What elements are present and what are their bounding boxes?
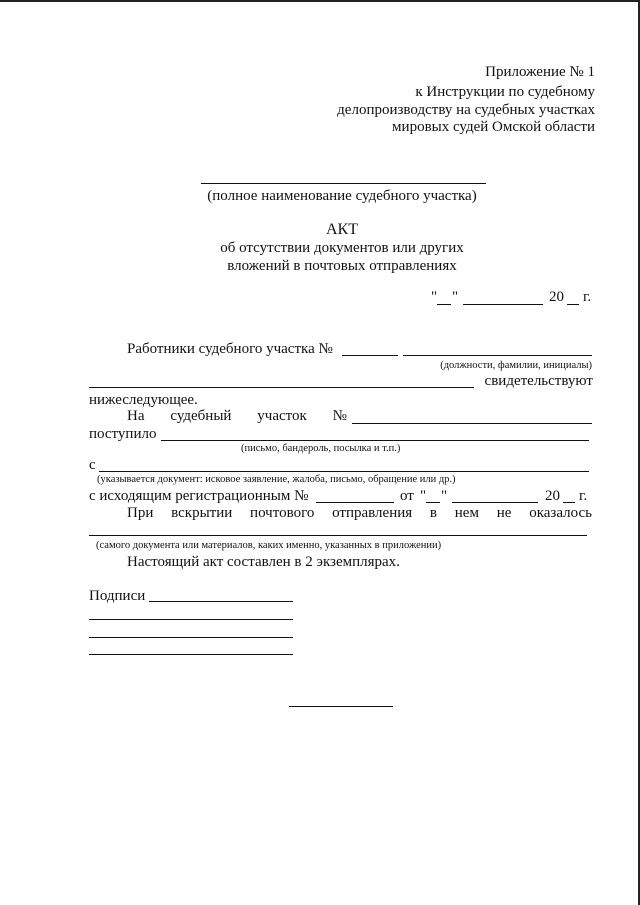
arrived-word: № <box>332 408 347 424</box>
date-quote-close: " <box>452 289 459 305</box>
act-subtitle-2: вложений в почтовых отправлениях <box>227 258 457 274</box>
workers-names-line <box>403 355 592 356</box>
contents-caption: (самого документа или материалов, каких именно, указанных в приложении) <box>96 540 442 551</box>
opening-words <box>127 505 592 522</box>
signature-line-3 <box>89 637 293 638</box>
court-name-line <box>201 183 486 184</box>
appendix-number: Приложение № 1 <box>485 64 595 80</box>
contents-line <box>89 535 587 536</box>
outgoing-number-line <box>316 502 394 503</box>
date-year-prefix: 20 <box>549 289 564 305</box>
page-border-top <box>0 0 640 2</box>
from-caption: (указывается документ: исковое заявление, жалоба, письмо, обращение или др.) <box>97 474 456 485</box>
court-name-caption: (полное наименование судебного участка) <box>207 188 477 204</box>
arrived-words <box>127 408 347 425</box>
arrived-word: На <box>127 408 145 424</box>
outgoing-from: от <box>400 488 414 504</box>
arrived-cont: поступило <box>89 426 157 442</box>
appendix-court: мировых судей Омской области <box>392 119 595 135</box>
witness-text: свидетельствуют <box>484 373 593 389</box>
outgoing-year-prefix: 20 <box>545 488 560 504</box>
workers-text: Работники судебного участка № <box>127 341 333 357</box>
outgoing-quote-open: " <box>420 488 427 504</box>
signature-line-1 <box>149 601 293 602</box>
signature-line-2 <box>89 619 293 620</box>
signature-line-4 <box>89 654 293 655</box>
outgoing-quote-close: " <box>441 488 448 504</box>
appendix-instruction: к Инструкции по судебному <box>415 84 595 100</box>
act-subtitle-1: об отсутствии документов или других <box>220 240 464 256</box>
date-year-line <box>567 304 579 305</box>
outgoing-text: с исходящим регистрационным № <box>89 488 309 504</box>
opening-word: вскрытии <box>171 505 233 521</box>
workers-names-line-2 <box>89 387 474 388</box>
opening-word: нем <box>454 505 479 521</box>
opening-word: не <box>496 505 512 521</box>
following-text: нижеследующее. <box>89 392 198 408</box>
opening-word: оказалось <box>529 505 592 521</box>
arrived-word: судебный <box>170 408 232 424</box>
workers-caption: (должности, фамилии, инициалы) <box>440 360 592 371</box>
from-text: с <box>89 457 96 473</box>
arrived-line <box>352 423 592 424</box>
act-title: АКТ <box>326 221 358 238</box>
workers-number-line <box>342 355 398 356</box>
date-day-line <box>437 304 451 305</box>
outgoing-year-line <box>563 502 575 503</box>
opening-word: отправления <box>332 505 413 521</box>
date-month-line <box>463 304 543 305</box>
opening-word: в <box>429 505 438 521</box>
closing-separator <box>289 706 393 707</box>
outgoing-day-line <box>426 502 440 503</box>
item-line <box>161 440 589 441</box>
outgoing-month-line <box>452 502 538 503</box>
appendix-records: делопроизводству на судебных участках <box>337 102 595 118</box>
date-year-suffix: г. <box>583 289 592 305</box>
opening-word: При <box>127 505 154 521</box>
arrived-word: участок <box>257 408 307 424</box>
opening-word: почтового <box>250 505 315 521</box>
date-quote-open: " <box>431 289 438 305</box>
item-caption: (письмо, бандероль, посылка и т.п.) <box>241 443 401 454</box>
copies-text: Настоящий акт составлен в 2 экземплярах. <box>127 554 400 570</box>
outgoing-year-suffix: г. <box>579 488 588 504</box>
from-line <box>99 471 589 472</box>
signatures-label: Подписи <box>89 588 146 604</box>
